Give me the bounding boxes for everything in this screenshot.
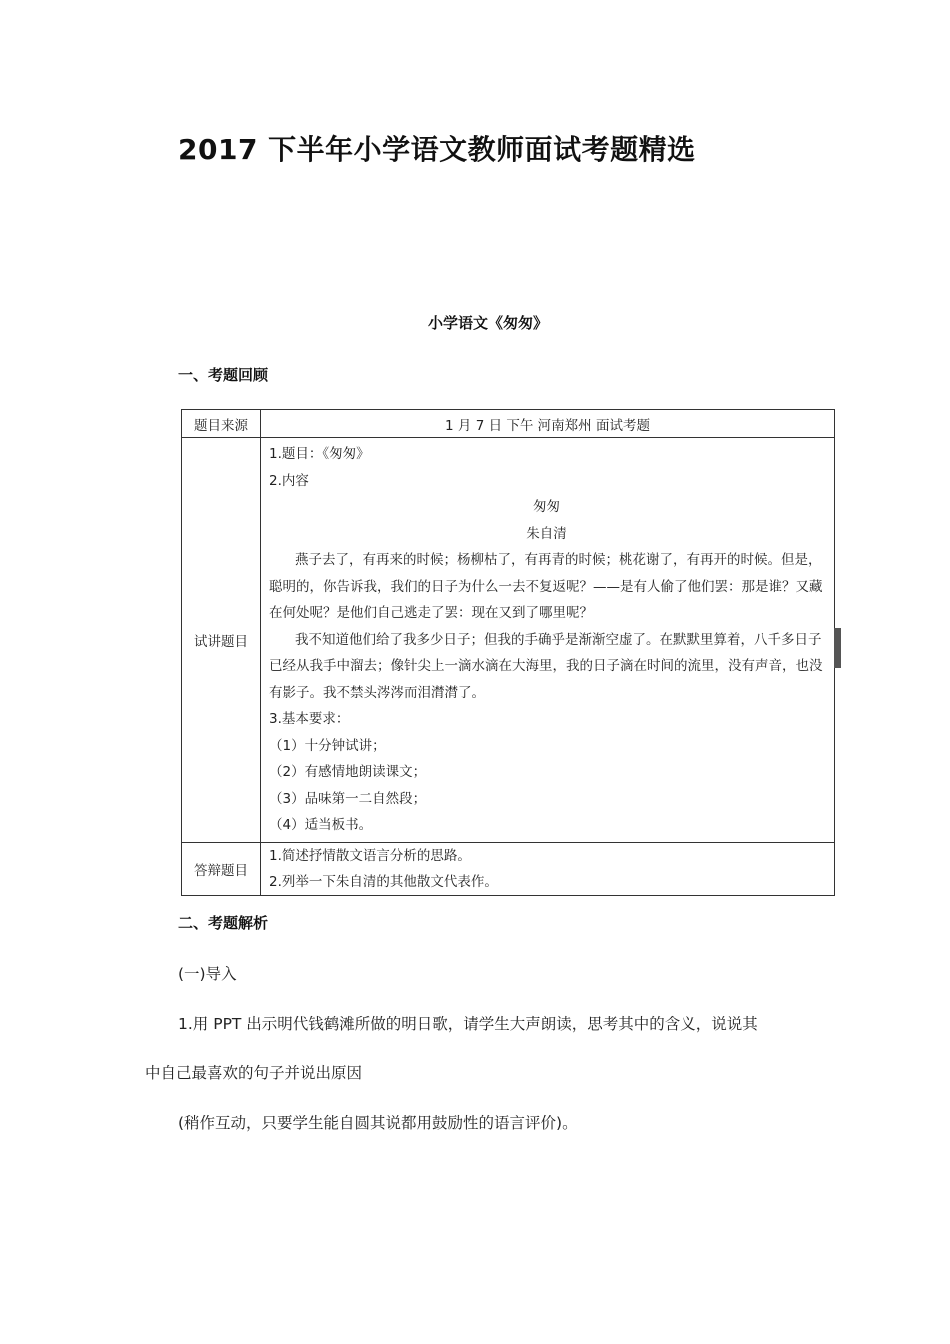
defense-content xyxy=(261,842,835,895)
table-row xyxy=(182,438,835,843)
paragraph-line: (稍作互动，只要学生能自圆其说都用鼓励性的语言评价)。 xyxy=(178,1114,578,1132)
defense-label: 答辩题目 xyxy=(182,842,261,895)
paragraph-line: 中自己最喜欢的句子并说出原因 xyxy=(145,1064,363,1082)
side-marker xyxy=(834,628,841,668)
intro-heading: (一)导入 xyxy=(178,965,237,983)
requirement-item: （2）有感情地朗读课文； xyxy=(269,764,427,780)
topic-line: 1.题目：《匆匆》 xyxy=(269,446,370,462)
paragraph-line: 1.用 PPT 出示明代钱鹤滩所做的明日歌，请学生大声朗读，思考其中的含义，说说其 xyxy=(178,1015,758,1033)
document-title: 2017 下半年小学语文教师面试考题精选 xyxy=(178,133,696,166)
defense-question: 2.列举一下朱自清的其他散文代表作。 xyxy=(269,873,498,890)
poem-author: 朱自清 xyxy=(526,525,567,542)
requirement-item: （4）适当板书。 xyxy=(269,817,373,833)
section-heading-analysis: 二、考题解析 xyxy=(178,914,269,932)
source-label: 题目来源 xyxy=(182,410,261,438)
poem-title: 匆匆 xyxy=(533,499,560,515)
table-row xyxy=(182,410,835,438)
lecture-content xyxy=(261,438,835,843)
lecture-label: 试讲题目 xyxy=(182,438,261,843)
poem-paragraph-1: 燕子去了，有再来的时候；杨柳枯了，有再青的时候；桃花谢了，有再开的时候。但是，聪明的，你告诉我，我们的日子为什么一去不复返呢？——是有人偷了他们罢：那是谁？又藏在何处呢？是他们自己逃走了罢：现在又到了哪里呢？ xyxy=(269,552,823,621)
requirements-heading: 3.基本要求： xyxy=(269,711,350,727)
poem-paragraph-2: 我不知道他们给了我多少日子；但我的手确乎是渐渐空虚了。在默默里算着，八千多日子已经从我手中溜去；像针尖上一滴水滴在大海里，我的日子滴在时间的流里，没有声音，也没有影子。我不禁头涔涔而泪潸潸了。 xyxy=(269,631,823,701)
table-row xyxy=(182,842,835,895)
exam-table xyxy=(181,409,835,896)
content-line: 2.内容 xyxy=(269,472,309,489)
section-heading-review: 一、考题回顾 xyxy=(178,366,269,384)
source-value: 1 月 7 日 下午 河南郑州 面试考题 xyxy=(261,410,835,438)
defense-question: 1.简述抒情散文语言分析的思路。 xyxy=(269,847,471,864)
requirement-item: （3）品味第一二自然段； xyxy=(269,790,427,807)
requirement-item: （1）十分钟试讲； xyxy=(269,737,386,754)
lesson-title: 小学语文《匆匆》 xyxy=(427,314,548,332)
